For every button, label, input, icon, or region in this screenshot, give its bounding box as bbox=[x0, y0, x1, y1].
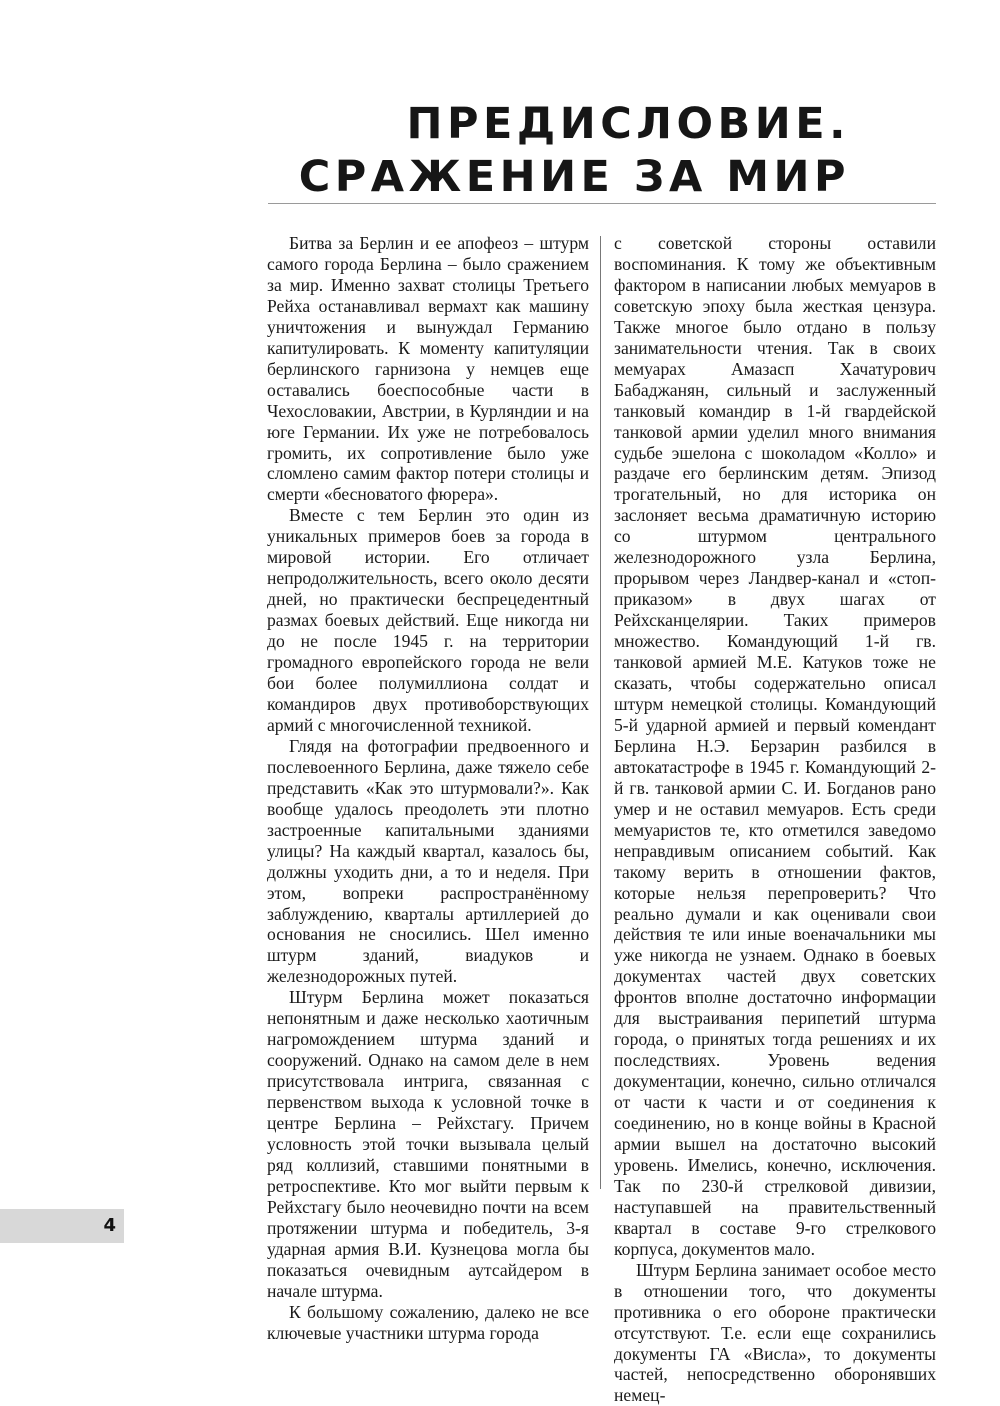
text-column-right bbox=[614, 233, 936, 1406]
title-divider bbox=[268, 203, 936, 204]
chapter-title-line-1: ПРЕДИСЛОВИЕ. bbox=[406, 99, 850, 149]
text-column-left bbox=[267, 233, 589, 1344]
paragraph: Штурм Берлина занимает особое место в отношении того, что документы противника о его обороне практически отсутствуют. Т.е. если еще сохранились документы ГА «Висла», то документы частей, непосредственно оборонявших немец- bbox=[614, 1259, 936, 1406]
paragraph: Битва за Берлин и ее апофеоз – штурм самого города Берлина – было сражением за мир. Именно захват столицы Третьего Рейха останавливал вермахт как машину уничтожения и вынуждал Германию капитулировать. К моменту капитуляции берлинского гарнизона у немцев еще оставались боеспособные части в Чехословакии, Австрии, в Курляндии и на юге Германии. Их уже не потребовалось громить, их сопротивление было уже сломлено самим фактор потери столицы и смерти «бесноватого фюрера». bbox=[267, 233, 589, 505]
paragraph: Вместе с тем Берлин это один из уникальных примеров боев за города в мировой истории. Его отличает непродолжительность, всего около десяти дней, но практически беспрецедентный размах боевых действий. Еще никогда ни до не после 1945 г. на территории громадного европейского города не вели бои более полумиллиона солдат и командиров двух противоборствующих армий с многочисленной техникой. bbox=[267, 505, 589, 735]
chapter-title bbox=[299, 98, 850, 204]
paragraph: К большому сожалению, далеко не все ключевые участники штурма города bbox=[267, 1301, 589, 1343]
page-number: 4 bbox=[103, 1215, 116, 1236]
paragraph: Штурм Берлина может показаться непонятным и даже несколько хаотичным нагромождением штурма зданий и сооружений. Однако на самом деле в нем присутствовала интрига, связанная с первенством выхода к условной точке в центре Берлина – Рейхстагу. Причем условность этой точки вызывала целый ряд коллизий, ставшими понятными в ретроспективе. Кто мог выйти первым к Рейхстагу было неочевидно почти на всем протяжении штурма и победитель, 3-я ударная армия В.И. Кузнецова могла бы показаться очевидным аутсайдером в начале штурма. bbox=[267, 987, 589, 1301]
paragraph-continued: с советской стороны оставили воспоминания. К тому же объективным фактором в написании любых мемуаров в советскую эпоху была жесткая цензура. Также многое было отдано в пользу занимательности чтения. Так в своих мемуарах Амазасп Хачатурович Бабаджанян, сильный и заслуженный танковый командир в 1-й гвардейской танковой армии уделил много внимания судьбе эшелона с шоколадом «Колло» и раздаче его берлинским детям. Эпизод трогательный, но для историка он заслоняет весьма драматичную историю со штурмом центрального железнодорожного узла Берлина, прорывом через Ландвер-канал и «стоп-приказом» в двух шагах от Рейхсканцелярии. Таких примеров множество. Командующий 1-й гв. танковой армией М.Е. Катуков тоже не сказать, чтобы содержательно описал штурм немецкой столицы. Командующий 5-й ударной армией и первый комендант Берлина Н.Э. Берзарин разбился в автокатастрофе в 1945 г. Командующий 2-й гв. танковой армии С. И. Богданов рано умер и не оставил мемуаров. Есть среди мемуаристов те, кто отметился заведомо неправдивым описанием событий. Как такому верить в отношении фактов, которые нельзя перепроверить? Что реально думали и как оценивали свои действия те или иные военачальники мы уже никогда не узнаем. Однако в боевых документах частей двух советских фронтов вполне достаточно информации для выстраивания перипетий штурма города, о принятых тогда решениях и их последствиях. Уровень ведения документации, конечно, сильно отличался от части к части и от соединения к соединению, но в конце войны в Красной армии вышел на достаточно высокий уровень. Имелись, конечно, исключения. Так по 230-й стрелковой дивизии, наступавшей на правительственный квартал в составе 9-го стрелкового корпуса, документов мало. bbox=[614, 233, 936, 1259]
column-divider bbox=[600, 236, 601, 1189]
paragraph: Глядя на фотографии предвоенного и послевоенного Берлина, даже тяжело себе представить «Как это штурмовали?». Как вообще удалось преодолеть эти плотно застроенные капитальными зданиями улицы? На каждый квартал, казалось бы, должны уходить дни, а то и неделя. При этом, вопреки распространённому заблуждению, кварталы артиллерией до основания не сносились. Шел именно штурм зданий, виадуков и железнодорожных путей. bbox=[267, 735, 589, 987]
chapter-title-line-2: СРАЖЕНИЕ ЗА МИР bbox=[298, 152, 850, 202]
page-number-tab bbox=[0, 1209, 124, 1243]
